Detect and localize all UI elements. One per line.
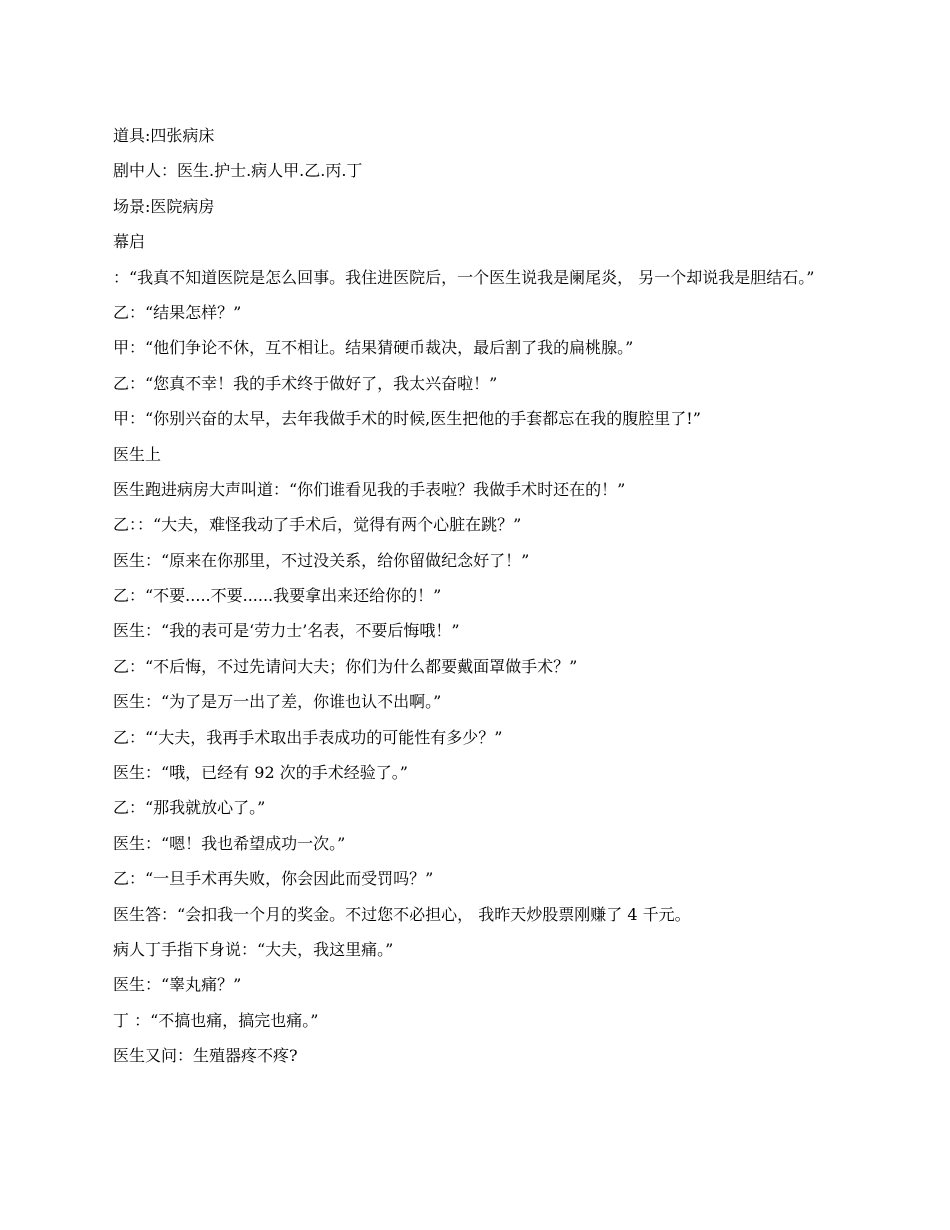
text-line: 医生：“我的表可是‘劳力士’名表，不要后悔哦！” bbox=[113, 621, 460, 641]
text-line: 乙：“结果怎样？” bbox=[113, 302, 242, 322]
text-line: 乙：：“大夫，难怪我动了手术后，觉得有两个心脏在跳？” bbox=[113, 515, 522, 535]
text-line: 甲：“他们争论不休，互不相让。结果猜硬币裁决，最后割了我的扁桃腺。” bbox=[113, 338, 634, 358]
text-line: 医生：“原来在你那里，不过没关系，给你留做纪念好了！” bbox=[113, 550, 530, 570]
text-line: 乙：“一旦手术再失败，你会因此而受罚吗？” bbox=[113, 869, 434, 889]
text-line: 乙：“不要.....不要......我要拿出来还给你的！” bbox=[113, 586, 442, 606]
text-line: 医生：“嗯！我也希望成功一次。” bbox=[113, 833, 346, 853]
document-body bbox=[113, 124, 843, 1080]
text-line: 医生答：“会扣我一个月的奖金。不过您不必担心， 我昨天炒股票刚赚了 4 千元。 bbox=[113, 904, 691, 924]
text-line: 医生：“为了是万一出了差，你谁也认不出啊。” bbox=[113, 692, 442, 712]
text-line: 病人丁手指下身说：“大夫，我这里痛。” bbox=[113, 939, 394, 959]
text-line: 道具:四张病床 bbox=[113, 126, 215, 145]
text-line: 丁 ：“不搞也痛，搞完也痛。” bbox=[113, 1010, 319, 1030]
text-line: ：“我真不知道医院是怎么回事。我住进医院后，一个医生说我是阑尾炎， 另一个却说我是胆结石。” bbox=[113, 267, 815, 287]
text-line: 医生上 bbox=[113, 444, 162, 464]
text-line: 乙：“您真不幸！我的手术终于做好了，我太兴奋啦！” bbox=[113, 373, 498, 393]
text-line: 甲：“你别兴奋的太早，去年我做手术的时候,医生把他的手套都忘在我的腹腔里了!” bbox=[113, 409, 701, 429]
text-line: 乙：“‘大夫，我再手术取出手表成功的可能性有多少？” bbox=[113, 727, 503, 747]
text-line: 乙：“不后悔，不过先请问大夫；你们为什么都要戴面罩做手术？” bbox=[113, 656, 578, 676]
text-line: 幕启 bbox=[113, 232, 146, 252]
text-line: 医生：“睾丸痛？” bbox=[113, 975, 242, 995]
text-line: 医生跑进病房大声叫道：“你们谁看见我的手表啦？我做手术时还在的！” bbox=[113, 479, 626, 499]
text-line: 医生又问：生殖器疼不疼? bbox=[113, 1046, 298, 1066]
text-line: 剧中人：医生.护士.病人甲.乙.丙.丁 bbox=[113, 161, 363, 181]
text-line: 乙：“那我就放心了。” bbox=[113, 798, 266, 818]
text-line: 场景:医院病房 bbox=[113, 196, 215, 216]
text-line: 医生：“哦，已经有 92 次的手术经验了。” bbox=[113, 763, 408, 783]
